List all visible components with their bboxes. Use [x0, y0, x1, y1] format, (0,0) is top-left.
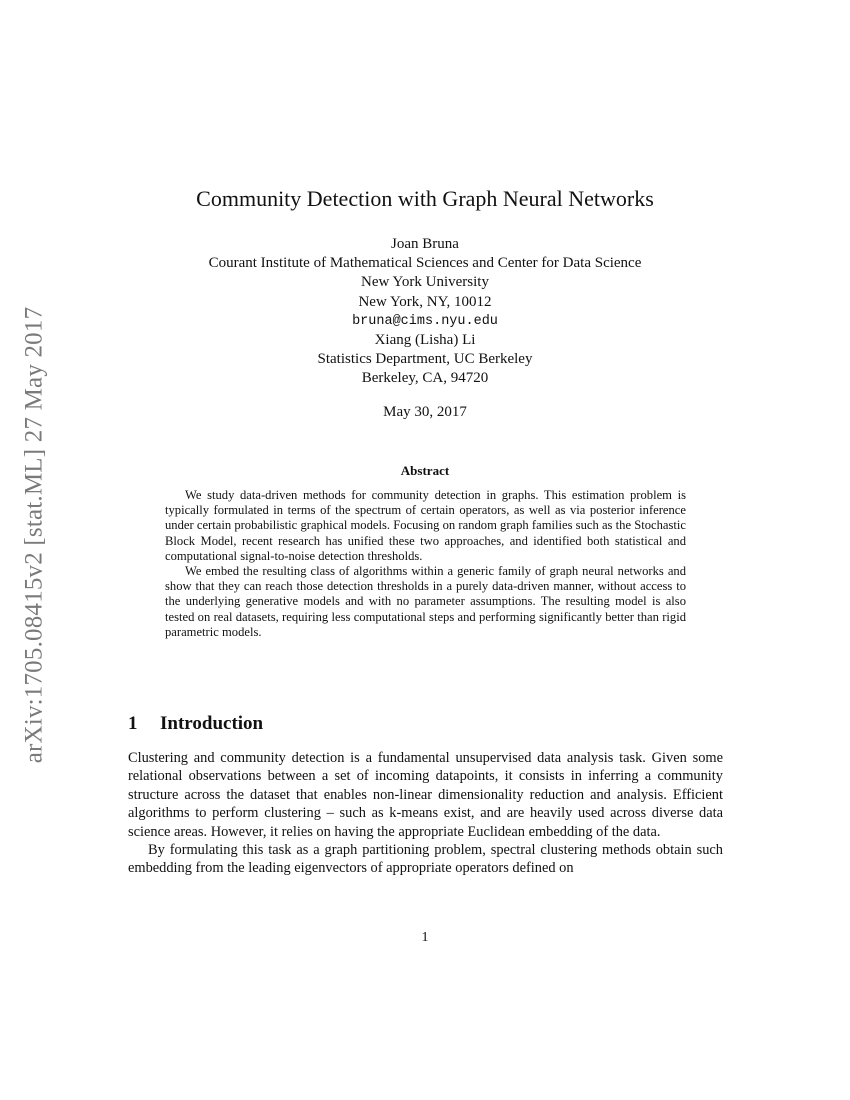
- author-affiliation-line: New York University: [361, 274, 489, 291]
- section-title: Introduction: [160, 713, 264, 734]
- body-paragraph: Clustering and community detection is a fundamental unsupervised data analysis task. Given some relational observations between a set of incoming datapoints, it consists in inferring a community structure across the dataset that enables non-linear dimensionality reduction and analysis. Efficient algorithms to perform clustering – such as k-means exist, and are heavily used across diverse data science areas. However, it relies on having the appropriate Euclidean embedding of the data.: [128, 750, 723, 840]
- section-number: 1: [128, 713, 138, 734]
- abstract-paragraph: We study data-driven methods for community detection in graphs. This estimation problem is typically formulated in terms of the spectrum of certain operators, as well as via posterior inference under certain probabilistic graphical models. Focusing on random graph families such as the Stochastic Block Model, recent research has unified these two approaches, and identified both statistical and computational signal-to-noise detection thresholds.: [165, 488, 686, 563]
- paper-date: May 30, 2017: [383, 404, 467, 420]
- author-affiliation-line: Statistics Department, UC Berkeley: [317, 351, 533, 368]
- arxiv-identifier: arXiv:1705.08415v2 [stat.ML] 27 May 2017: [20, 306, 48, 764]
- author-affiliation-line: Berkeley, CA, 94720: [361, 370, 489, 387]
- abstract-paragraph: We embed the resulting class of algorithms within a generic family of graph neural networks and show that they can reach those detection thresholds in a purely data-driven manner, without access to the underlying generative models and with no parameter assumptions. The resulting model is also tested on real datasets, requiring less computational steps and performing significantly better than rigid parametric models.: [165, 564, 686, 639]
- paper-title: Community Detection with Graph Neural Networks: [196, 186, 654, 211]
- body-paragraph: By formulating this task as a graph partitioning problem, spectral clustering methods obtain such embedding from the leading eigenvectors of appropriate operators defined on: [128, 842, 723, 877]
- section-heading: [128, 713, 263, 735]
- abstract-heading: Abstract: [400, 463, 450, 478]
- author-email[interactable]: bruna@cims.nyu.edu: [352, 313, 498, 329]
- author-block: [0, 235, 850, 389]
- author-name: Xiang (Lisha) Li: [374, 332, 476, 349]
- section-body: [128, 749, 723, 878]
- author-affiliation-line: Courant Institute of Mathematical Sciences and Center for Data Science: [208, 255, 642, 272]
- author-name: Joan Bruna: [391, 236, 459, 252]
- author-affiliation-line: New York, NY, 10012: [358, 293, 492, 310]
- page-number: 1: [421, 930, 429, 945]
- abstract-body: [165, 488, 686, 640]
